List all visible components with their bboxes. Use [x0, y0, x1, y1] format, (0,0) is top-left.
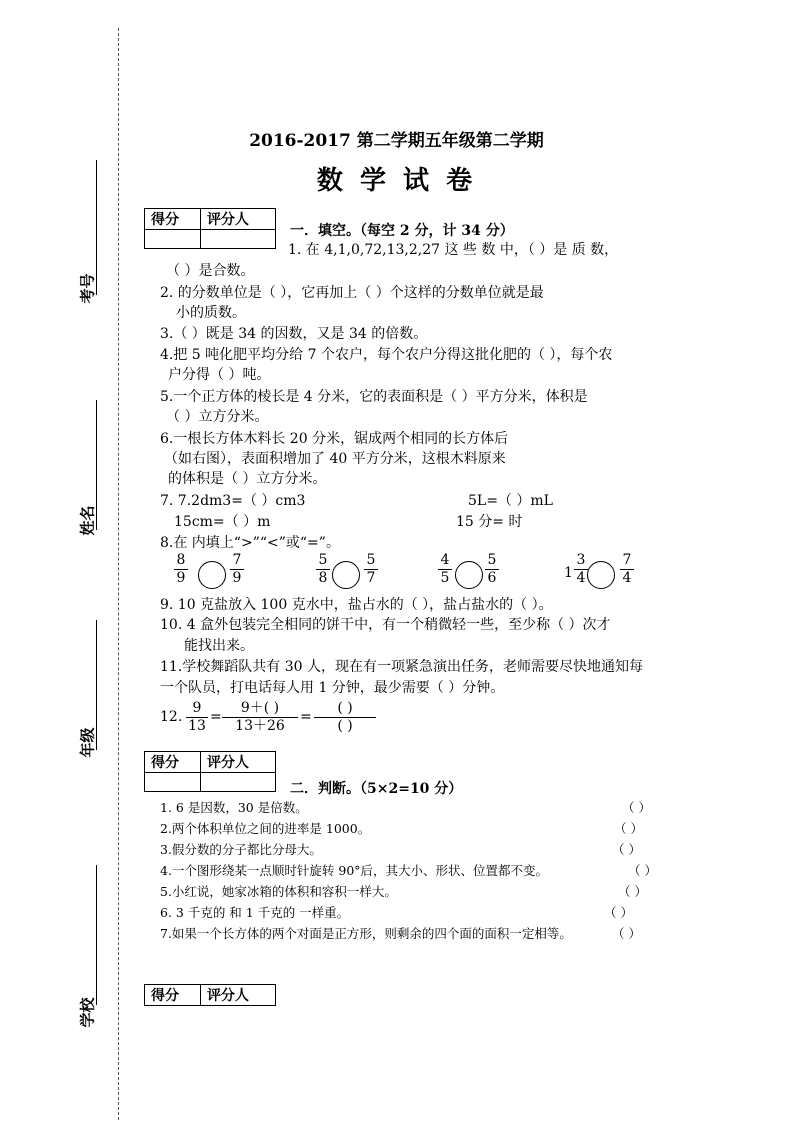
judge-item-5: 5.小红说，她家冰箱的体积和容积一样大。 — [160, 884, 397, 899]
section2-heading: 二．判断。（5×2=10 分） — [290, 781, 463, 797]
q8-mixed-whole: 1 — [564, 565, 573, 581]
school-line — [96, 865, 97, 1005]
judge-paren-1[interactable]: （ ） — [622, 800, 651, 815]
q4-line1: 4.把 5 吨化肥平均分给 7 个农户，每个农户分得这批化肥的（ ），每个农 — [160, 347, 613, 363]
q8-frac-3a: $\frac{4}{5}$ — [438, 552, 452, 587]
grader-cell: 评分人 — [200, 209, 275, 230]
exam-title-line1: 2016-2017 第二学期五年级第二学期 — [249, 131, 544, 151]
q12-eq-2: = — [300, 709, 312, 725]
q8-frac-1b: $\frac{7}{9}$ — [230, 552, 244, 587]
q12-label: 12. — [160, 709, 183, 725]
q4-line2: 户分得（ ）吨。 — [168, 367, 271, 383]
judge-paren-5[interactable]: （ ） — [618, 884, 647, 899]
q8-frac-3b: $\frac{5}{6}$ — [485, 552, 499, 587]
q5-line2: （ ）立方分米。 — [166, 409, 269, 425]
score-empty[interactable] — [145, 230, 201, 249]
exam-no-label: 考号 — [78, 273, 97, 304]
q1-line1: 1. 在 4,1,0,72,13,2,27 这 些 数 中，（ ）是 质 数， — [288, 242, 619, 258]
name-label: 姓名 — [78, 505, 97, 536]
compare-circle-4[interactable] — [587, 561, 615, 589]
score-box-1 — [144, 208, 276, 249]
q3: 3.（ ）既是 34 的因数，又是 34 的倍数。 — [160, 326, 428, 342]
judge-item-4: 4.一个图形绕某一点顺时针旋转 90°后，其大小、形状、位置都不变。 — [160, 863, 549, 878]
score-cell: 得分 — [145, 985, 201, 1006]
q9: 9. 10 克盐放入 100 克水中，盐占水的（ ），盐占盐水的（ ）。 — [160, 597, 553, 613]
score-cell: 得分 — [145, 752, 201, 773]
grader-cell: 评分人 — [200, 985, 275, 1006]
q8-frac-2a: $\frac{5}{8}$ — [316, 552, 330, 587]
q5-line1: 5.一个正方体的棱长是 4 分米，它的表面积是（ ）平方分米，体积是 — [160, 389, 588, 405]
judge-paren-6[interactable]: （ ） — [604, 905, 633, 920]
school-label: 学校 — [78, 997, 97, 1028]
exam-title-line2: 数 学 试 卷 — [316, 166, 477, 196]
judge-item-6: 6. 3 千克的 和 1 千克的 一样重。 — [160, 905, 350, 920]
grader-cell: 评分人 — [200, 752, 275, 773]
q8: 8.在 内填上“>”“<”或“=”。 — [160, 535, 340, 551]
judge-paren-4[interactable]: （ ） — [628, 863, 657, 878]
score-box-2 — [144, 751, 276, 792]
compare-circle-3[interactable] — [455, 561, 483, 589]
q7-b: 5L=（ ）mL — [468, 493, 553, 509]
q2-line1: 2. 的分数单位是（ ），它再加上（ ）个这样的分数单位就是最 — [160, 285, 544, 301]
q7-d: 15 分= 时 — [456, 514, 523, 530]
judge-item-2: 2.两个体积单位之间的进率是 1000。 — [160, 821, 371, 836]
judge-paren-2[interactable]: （ ） — [614, 821, 643, 836]
q2-line2: 小的质数。 — [176, 305, 246, 321]
q11-line2: 一个队员，打电话每人用 1 分钟，最少需要（ ）分钟。 — [160, 680, 505, 696]
score-cell: 得分 — [145, 209, 201, 230]
grade-label: 年级 — [78, 727, 97, 758]
judge-paren-3[interactable]: （ ） — [612, 842, 641, 857]
section1-heading: 一．填空。（每空 2 分，计 34 分） — [290, 223, 514, 239]
q10-line2: 能找出来。 — [184, 638, 254, 654]
q8-frac-4b: $\frac{7}{4}$ — [620, 552, 634, 587]
q6-line2: （如右图），表面积增加了 40 平方分米，这根木料原来 — [164, 451, 506, 467]
q7-c: 15cm=（ ）m — [174, 514, 271, 530]
q8-frac-4a: $\frac{3}{4}$ — [574, 552, 588, 587]
q12-frac-1: $\frac{9}{13}$ — [186, 700, 208, 735]
judge-paren-7[interactable]: （ ） — [612, 926, 641, 941]
judge-item-1: 1. 6 是因数，30 是倍数。 — [160, 800, 308, 815]
score-empty[interactable] — [145, 773, 201, 792]
judge-item-3: 3.假分数的分子都比分母大。 — [160, 842, 322, 857]
q7-a: 7. 7.2dm3=（ ）cm3 — [160, 493, 306, 509]
grader-empty[interactable] — [200, 773, 275, 792]
q8-frac-1a: $\frac{8}{9}$ — [174, 552, 188, 587]
q12-frac-3: ( ) ( ) — [314, 700, 376, 735]
q6-line1: 6.一根长方体木料长 20 分米，锯成两个相同的长方体后 — [160, 431, 509, 447]
q12-frac-2: $\frac{9+( )}{13+26}$ — [222, 700, 298, 735]
judge-item-7: 7.如果一个长方体的两个对面是正方形，则剩余的四个面的面积一定相等。 — [160, 926, 572, 941]
q12-eq-1: = — [210, 709, 222, 725]
q11-line1: 11.学校舞蹈队共有 30 人，现在有一项紧急演出任务，老师需要尽快地通知每 — [160, 659, 643, 675]
grader-empty[interactable] — [200, 230, 275, 249]
compare-circle-2[interactable] — [332, 561, 360, 589]
q1-line2: （ ）是合数。 — [166, 263, 255, 279]
q6-line3: 的体积是（ ）立方分米。 — [168, 471, 327, 487]
q10-line1: 10. 4 盒外包装完全相同的饼干中，有一个稍微轻一些，至少称（ ）次才 — [160, 617, 611, 633]
q8-frac-2b: $\frac{5}{7}$ — [364, 552, 378, 587]
score-box-3 — [144, 984, 276, 1006]
compare-circle-1[interactable] — [198, 561, 226, 589]
